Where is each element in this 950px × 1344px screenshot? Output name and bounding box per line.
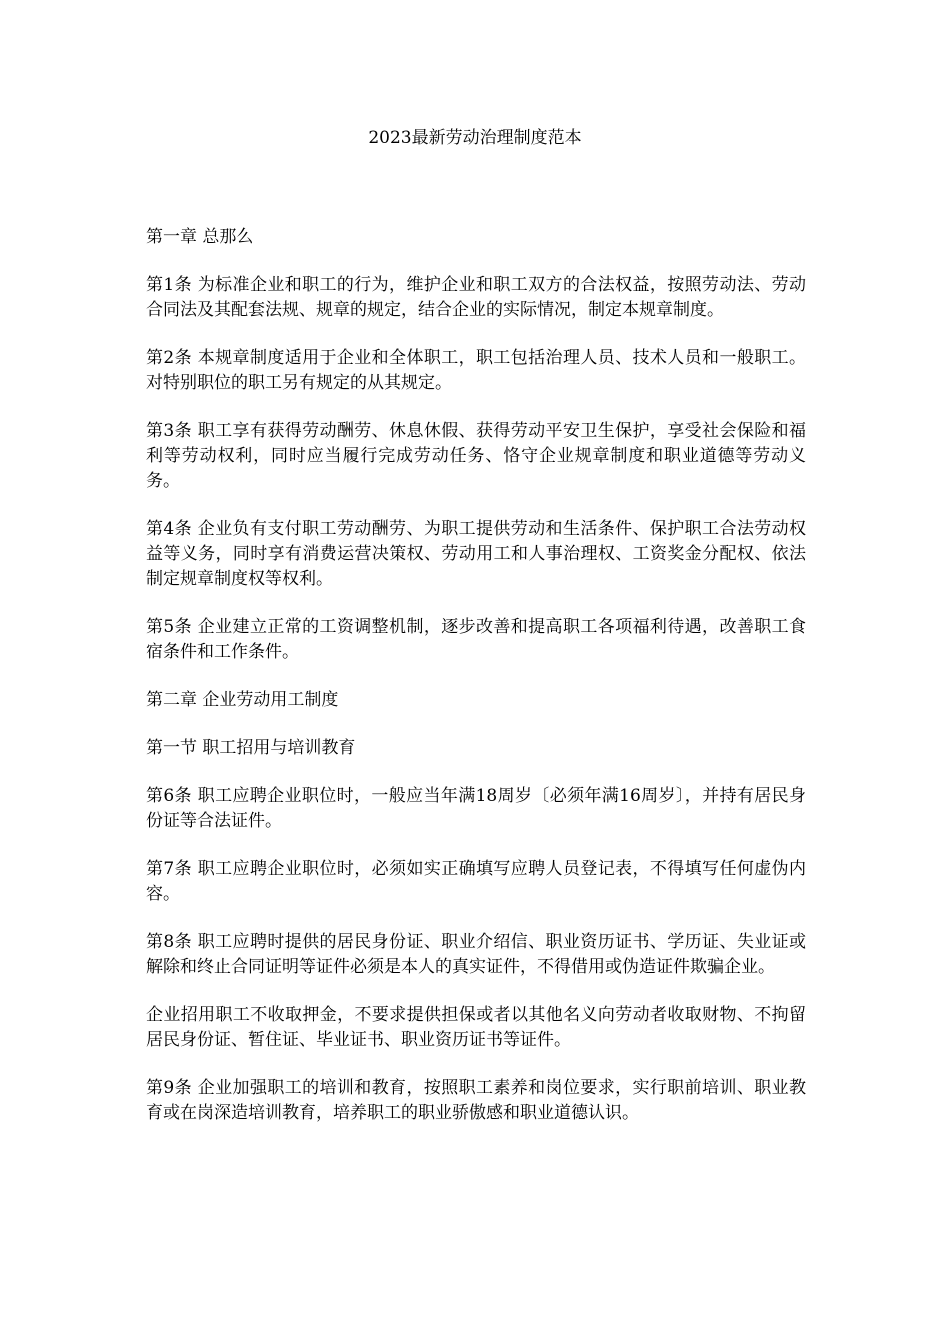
- chapter-heading: 第一章 总那么: [146, 227, 254, 247]
- chapter-heading: 第二章 企业劳动用工制度: [146, 690, 339, 710]
- article-paragraph: 第7条 职工应聘企业职位时，必须如实正确填写应聘人员登记表，不得填写任何虚伪内容。: [146, 859, 806, 904]
- body-paragraph: 企业招用职工不收取押金，不要求提供担保或者以其他名义向劳动者收取财物、不拘留居民身份证、暂住证、毕业证书、职业资历证书等证件。: [146, 1005, 806, 1050]
- article-paragraph: 第6条 职工应聘企业职位时，一般应当年满18周岁〔必须年满16周岁〕，并持有居民身份证等合法证件。: [146, 786, 806, 831]
- document-body: [146, 225, 806, 1149]
- article-paragraph: 第4条 企业负有支付职工劳动酬劳、为职工提供劳动和生活条件、保护职工合法劳动权益等义务，同时享有消费运营决策权、劳动用工和人事治理权、工资奖金分配权、依法制定规章制度权等权利。: [146, 519, 806, 589]
- document-title: 2023最新劳动治理制度范本: [368, 128, 582, 148]
- article-paragraph: 第3条 职工享有获得劳动酬劳、休息休假、获得劳动平安卫生保护，享受社会保险和福利等劳动权利，同时应当履行完成劳动任务、恪守企业规章制度和职业道德等劳动义务。: [146, 421, 806, 491]
- article-paragraph: 第8条 职工应聘时提供的居民身份证、职业介绍信、职业资历证书、学历证、失业证或解除和终止合同证明等证件必须是本人的真实证件，不得借用或伪造证件欺骗企业。: [146, 932, 806, 977]
- article-paragraph: 第2条 本规章制度适用于企业和全体职工，职工包括治理人员、技术人员和一般职工。对特别职位的职工另有规定的从其规定。: [146, 348, 806, 393]
- section-heading: 第一节 职工招用与培训教育: [146, 738, 356, 758]
- article-paragraph: 第9条 企业加强职工的培训和教育，按照职工素养和岗位要求，实行职前培训、职业教育或在岗深造培训教育，培养职工的职业骄傲感和职业道德认识。: [146, 1078, 806, 1123]
- article-paragraph: 第1条 为标准企业和职工的行为，维护企业和职工双方的合法权益，按照劳动法、劳动合同法及其配套法规、规章的规定，结合企业的实际情况，制定本规章制度。: [146, 275, 806, 320]
- article-paragraph: 第5条 企业建立正常的工资调整机制，逐步改善和提高职工各项福利待遇，改善职工食宿条件和工作条件。: [146, 617, 806, 662]
